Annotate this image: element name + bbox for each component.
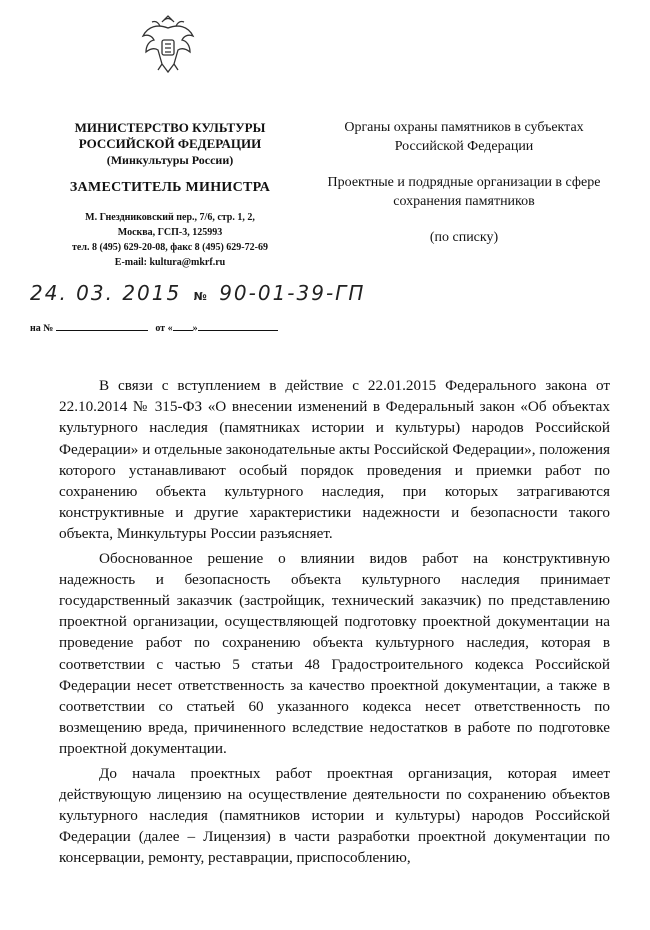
reference-date-blank bbox=[198, 320, 278, 331]
registration-line bbox=[30, 281, 365, 305]
body-paragraph-3: До начала проектных работ проектная организация, которая имеет действующую лицензию на осуществление деятельности по сохранению объектов культурного наследия (памятников истории и культуры) народов Российской Федерации (далее – Лицензия) в части разработки проектной документации по консервации, ремонту, реставрации, приспособлению, bbox=[59, 764, 610, 867]
body-paragraph-1: В связи с вступлением в действие с 22.01.2015 Федерального закона от 22.10.2014 № 315-ФЗ «О внесении изменений в Федеральный закон «Об объектах культурного наследия (памятниках истории и культуры) народов Российской Федерации» и отдельные законодательные акты Российской Федерации», положения которого устанавливают особый порядок проведения и приемки работ по сохранению объекта культурного наследия, при которых затрагиваются конструктивные и другие характеристики надежности и безопасности такого объекта, Минкультуры России разъясняет. bbox=[59, 377, 610, 543]
addressee-line-1: Органы охраны памятников в субъектах Российской Федерации bbox=[344, 120, 584, 154]
letter-body bbox=[59, 375, 610, 872]
body-paragraph-2: Обоснованное решение о влиянии видов работ на конструктивную надежность и безопасность объекта культурного наследия принимает государственный заказчик (застройщик, технический заказчик) по представлению проектной организации, осуществляющей подготовку проектной документации на проведение работ по сохранению объекта культурного наследия, которая в соответствии с частью 5 статьи 48 Градостроительного кодекса Российской Федерации несет ответственность за качество проектной документации, а также в соответствии со статьей 60 указанного кодекса несет ответственность по возмещению вреда, причиненного вследствие недостатков в работе по подготовке проектной документации. bbox=[59, 549, 610, 758]
contact-block bbox=[40, 210, 300, 270]
ministry-name-line-1: МИНИСТЕРСТВО КУЛЬТУРЫ bbox=[74, 120, 266, 135]
reference-number-blank bbox=[56, 320, 148, 331]
addressee-block bbox=[318, 118, 610, 264]
addressee-line-2: Проектные и подрядные организации в сфере сохранения памятников bbox=[327, 175, 601, 209]
ministry-name-line-2: РОССИЙСКОЙ ФЕДЕРАЦИИ bbox=[78, 136, 262, 151]
letterhead bbox=[40, 120, 300, 270]
reference-day-blank bbox=[173, 320, 193, 331]
registration-number: 90-01-39-ГП bbox=[219, 281, 366, 305]
registration-date: 24. 03. 2015 bbox=[30, 281, 182, 305]
reference-line bbox=[30, 320, 278, 334]
number-sign: № bbox=[193, 290, 207, 303]
address-line-2: Москва, ГСП-3, 125993 bbox=[117, 227, 223, 238]
reference-quote-close: » bbox=[192, 323, 198, 334]
reference-from-label: от « bbox=[155, 323, 173, 334]
coat-of-arms-emblem-icon bbox=[140, 14, 196, 76]
address-line-1: М. Гнездниковский пер., 7/6, стр. 1, 2, bbox=[85, 212, 255, 223]
reference-label: на № bbox=[30, 323, 54, 334]
phone-fax-line: тел. 8 (495) 629-20-08, факс 8 (495) 629-72-69 bbox=[72, 242, 268, 253]
ministry-short-name: (Минкультуры России) bbox=[106, 153, 234, 167]
position-title: ЗАМЕСТИТЕЛЬ МИНИСТРА bbox=[69, 180, 271, 195]
email-line: E-mail: kultura@mkrf.ru bbox=[114, 257, 226, 268]
addressee-line-3: (по списку) bbox=[429, 230, 499, 245]
